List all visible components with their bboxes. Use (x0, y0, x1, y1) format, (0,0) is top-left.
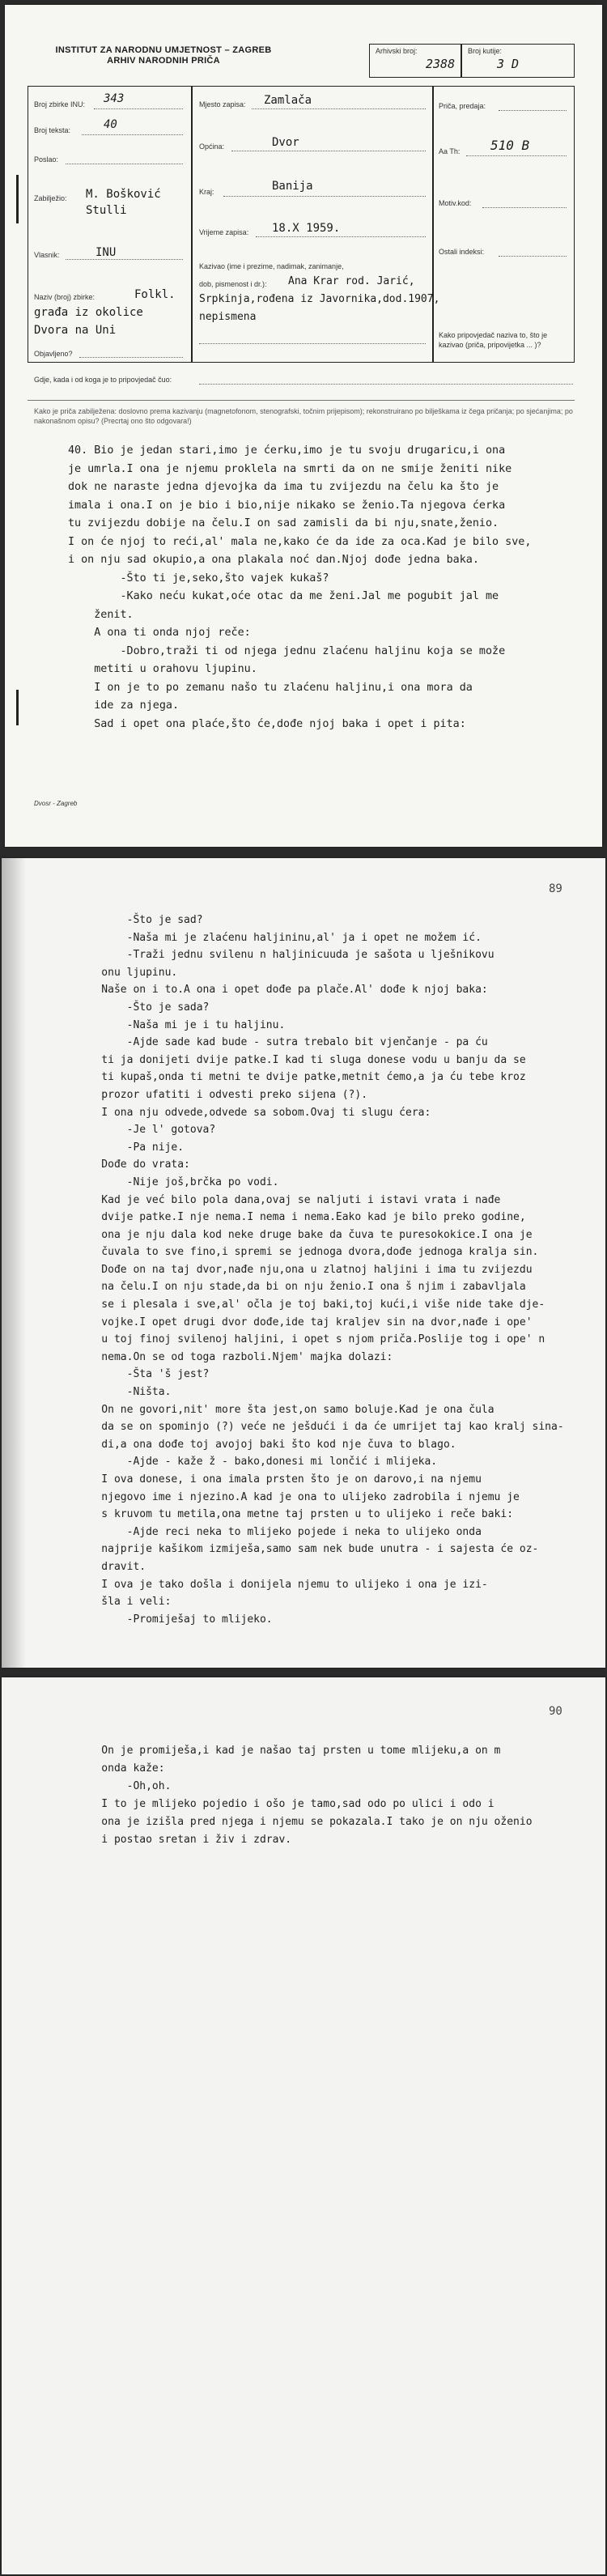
text-line: -Naša mi je zlaćenu haljininu,al' ja i opet ne možem ić. (76, 931, 482, 944)
other-indexes-label: Ostali indeksi: (439, 248, 485, 256)
municipality-label: Općina: (199, 142, 225, 151)
text-line: da se on spominjo (?) veće ne ješdući i da će umrijet taj kao kralj sina- (76, 1421, 564, 1434)
text-line: -Što je sada? (76, 1001, 210, 1014)
text-line: -Ajde sade kad bude - sutra trebalo bit vjenčanje - pa ću (76, 1036, 488, 1049)
text-line: I to je mlijeko pojedio i ošo je tamo,sad odo po ulici i odo i (76, 1798, 495, 1810)
dotline (199, 384, 573, 385)
story-type-label: Priča, predaja: (439, 102, 486, 110)
printer-stamp: Dvosr - Zagreb (34, 800, 78, 807)
dotline (499, 256, 567, 257)
text-line: prozor ufatiti i odvesti preko sijena (?). (76, 1088, 368, 1101)
page-number: 90 (549, 1705, 562, 1718)
dotline (252, 108, 426, 109)
narrator-value-2: Srpkinja,rođena iz Javornika,dod.1907, (199, 293, 440, 305)
text-line: ženit. (68, 608, 134, 621)
dotline (66, 259, 183, 260)
margin-bracket (16, 690, 19, 725)
collection-number-value: 343 (104, 92, 125, 105)
text-line: njegovo ime i njezino.A kad je ona to ulijeko zadrobila i njemu je (76, 1490, 520, 1503)
text-line: i on nju sad okupio,a ona plakala noć dan.Njoj dođe jedna baka. (68, 554, 479, 566)
archive-number-label: Arhivski broj: (376, 47, 418, 55)
text-line: Kad je već bilo pola dana,ovaj se naljuti i istavi vrata i nađe (76, 1193, 501, 1206)
transcription-method-note: Kako je priča zabilježena: doslovno prema kazivanju (magnetofonom, stenografski, točnim prijepisom); rekonstruirano po bilješkama iz čega pričanja; po sjećanjima; po nakonašnom opisu? (Precrtaj ono što odgovara!) (34, 407, 573, 425)
recorded-by-value-1: M. Bošković (86, 188, 161, 201)
text-line: Dođe on na taj dvor,nađe nju,ona u zlatnoj haljini i ima tu zvijezdu (76, 1263, 533, 1276)
story-text-page-2 (76, 912, 564, 1628)
page-number: 89 (549, 882, 562, 895)
text-line: -Naša mi je i tu haljinu. (76, 1018, 286, 1031)
text-line: -Oh,oh. (76, 1780, 172, 1792)
text-line: -Ajde reci neka to mlijeko pojede i neka to ulijeko onda (76, 1525, 482, 1538)
region-label: Kraj: (199, 188, 214, 196)
dotline (482, 207, 567, 208)
text-line: On je promiješa,i kad je našao taj prsten u tome mlijeku,a on m (76, 1745, 501, 1757)
region-value: Banija (272, 180, 313, 193)
narrator-naming-label: Kako pripovjedač naziva to, što je kazivao (priča, pripovijetka ... )? (439, 331, 548, 349)
text-line: u toj finoj svilenoj haljini, i opet s njom priča.Poslije tog i ope' n (76, 1333, 545, 1346)
text-line: -Traži jednu svilenu n haljinicuuda je sašota u lješnikovu (76, 949, 495, 962)
owner-label: Vlasnik: (34, 251, 60, 259)
box-number-label: Broj kutije: (468, 47, 503, 55)
collection-name-value-3: Dvora na Uni (34, 324, 117, 337)
date-value: 18.X 1959. (272, 222, 341, 235)
text-line: čuvala to sve fino,i spremi se jednoga dvora,dođe jednoga kralja sin. (76, 1246, 539, 1259)
text-line: -Šta 'š jest? (76, 1368, 210, 1381)
collection-name-label: Naziv (broj) zbirke: (34, 293, 96, 301)
story-text-page-1 (68, 442, 531, 733)
dotline (256, 236, 426, 237)
narrator-label: Kazivao (ime i prezime, nadimak, zanimanje, dob, pismenost i dr.): (199, 262, 344, 288)
text-line: dravit. (76, 1560, 146, 1573)
dotline (82, 134, 183, 135)
text-line: metiti u orahovu ljupinu. (68, 663, 257, 675)
text-line: šla i veli: (76, 1596, 172, 1609)
published-label: Objavljeno? (34, 350, 73, 358)
text-line: onda kaže: (76, 1762, 165, 1775)
text-line: dvije patke.I nje nema.I nema i nema.Eako kad je bilo preko godine, (76, 1211, 526, 1224)
aarne-thompson-value: 510 B (490, 138, 530, 153)
box-number-value: 3 D (497, 57, 520, 71)
text-line: ide za njega. (68, 699, 180, 712)
text-line: se i plesala i sve,al' očla je toj baki,toj kući,i više nide take dje- (76, 1299, 545, 1311)
motif-code-label: Motiv.kod: (439, 199, 472, 207)
text-number-value: 40 (104, 118, 117, 131)
collection-name-value-1: Folkl. (134, 288, 176, 301)
card-page-1 (5, 5, 602, 847)
text-line: Naše on i to.A ona i opet dođe pa plače.Al' dođe k njoj baka: (76, 984, 488, 997)
rule (28, 400, 575, 401)
text-line: I ova donese, i ona imala prsten što je on darovo,i na njemu (76, 1473, 482, 1486)
text-line: vojke.I opet drugi dvor dođe,ide taj kraljev sin na dvor,nađe i ope' (76, 1316, 533, 1328)
narrator-value-1: Ana Krar rod. Jarić, (288, 275, 415, 287)
text-line: imala i ona.I on je bio i bio,nije nikako se ženio.Ta njegova ćerka (68, 499, 506, 512)
typed-page-3 (2, 1677, 605, 2574)
text-line: ti kupaš,onda ti metni te dvije patke,metnit ćemo,a ja ću tebe kroz (76, 1071, 526, 1084)
institute-line-1: INSTITUT ZA NARODNU UMJETNOST – ZAGREB (55, 45, 272, 55)
text-line: -Ništa. (76, 1386, 172, 1399)
text-line: I ona nju odvede,odvede sa sobom.Ovaj ti slugu ćera: (76, 1106, 431, 1119)
text-line: 40. Bio je jedan stari,imo je ćerku,imo je tu svoju drugaricu,i ona (68, 444, 506, 457)
text-line: -Što je sad? (76, 914, 203, 926)
municipality-value: Dvor (272, 136, 299, 149)
place-value: Zamlača (264, 94, 312, 107)
text-line: Dođe do vrata: (76, 1158, 190, 1171)
sent-by-label: Poslao: (34, 155, 59, 164)
text-line: I on će njoj to reći,al' mala ne,kako će da ide za oca.Kad je bilo sve, (68, 535, 532, 548)
owner-value: INU (96, 246, 117, 259)
text-line: -Kako neću kukat,oće otac da me ženi.Jal me pogubit jal me (68, 590, 499, 602)
collection-name-value-2: građa iz okolice (34, 306, 143, 319)
text-line: najprije kašikom izmiješa,samo sam nek bude unutra - i sajesta će oz- (76, 1543, 539, 1556)
text-line: i postao sretan i živ i zdrav. (76, 1834, 292, 1846)
institute-header (34, 45, 293, 66)
archive-box-divider (461, 44, 462, 78)
archive-number-value: 2388 (426, 57, 456, 71)
form-divider-2 (432, 86, 434, 363)
scan-edge (2, 858, 26, 1668)
text-line: nema.On se od toga razboli.Njem' majka dolazi: (76, 1350, 393, 1363)
text-line: A ona ti onda njoj reče: (68, 627, 251, 639)
dotline (94, 108, 183, 109)
dotline (223, 196, 426, 197)
heard-where-label: Gdje, kada i od koga je to pripovjedač čuo: (34, 376, 172, 384)
text-line: na čelu.I on nju stade,da bi on nju ženio.I ona š njim i zabavljala (76, 1281, 526, 1294)
text-line: ti ja donijeti dvije patke.I kad ti sluga donese vodu u banju da se (76, 1053, 526, 1066)
text-line: I on je to po zemanu našo tu zlaćenu haljinu,i ona mora da (68, 681, 473, 694)
text-line: -Je l' gotova? (76, 1124, 216, 1137)
dotline (499, 110, 567, 111)
text-line: ona je nju dala kod neke druge bake da čuva te puresokokice.I ona je (76, 1228, 533, 1241)
recorded-by-value-2: Stulli (86, 204, 127, 217)
text-number-label: Broj teksta: (34, 126, 71, 134)
dotline (199, 343, 426, 344)
typed-page-2 (2, 858, 605, 1668)
dotline (466, 155, 567, 156)
text-line: -Pa nije. (76, 1141, 185, 1154)
date-label: Vrijeme zapisa: (199, 228, 249, 236)
text-line: ona je izišla pred njega i njemu se pokazala.I tako je on nju oženio (76, 1816, 533, 1828)
text-line: -Nije još,brčka po vodi. (76, 1175, 279, 1188)
text-line: dok ne naraste jedna djevojka da ima tu zvijezdu na čelu ka što je (68, 481, 499, 493)
text-line: -Dobro,traži ti od njega jednu zlaćenu haljinu koja se može (68, 644, 506, 657)
text-line: s kruvom tu metila,ona metne taj prsten u to ulijeko i reče baki: (76, 1508, 514, 1521)
recorded-by-label: Zabilježio: (34, 194, 67, 202)
narrator-value-3: nepismena (199, 311, 257, 323)
text-line: je umrla.I ona je njemu proklela na smrti da on ne smije ženiti nike (68, 462, 512, 475)
text-line: -Što ti je,seko,što vajek kukaš? (68, 572, 329, 584)
text-line: Sad i opet ona plaće,što će,dođe njoj baka i opet i pita: (68, 717, 466, 730)
margin-bracket (16, 175, 19, 223)
text-line: -Ajde - kaže ž - bako,donesi mi lončić i mlijeka. (76, 1456, 438, 1469)
text-line: On ne govori,nit' more šta jest,on samo boluje.Kad je ona čula (76, 1403, 495, 1416)
collection-number-label: Broj zbirke INU: (34, 100, 86, 108)
story-text-page-3 (76, 1742, 533, 1849)
form-divider-1 (191, 86, 193, 363)
text-line: tu zvijezdu dobije na čelu.I on sad zamisli da bi nju,snate,ženio. (68, 517, 499, 529)
institute-line-2: ARHIV NARODNIH PRIČA (107, 56, 220, 66)
text-line: onu ljupinu. (76, 966, 178, 979)
aarne-thompson-label: Aa Th: (439, 147, 461, 155)
text-line: di,a ona dođe toj avojoj baki što kod nje čuva to blago. (76, 1438, 456, 1451)
place-label: Mjesto zapisa: (199, 100, 246, 108)
text-line: I ova je tako došla i donijela njemu to ulijeko i ona je izi- (76, 1578, 488, 1591)
text-line: -Promiješaj to mlijeko. (76, 1613, 273, 1626)
dotline (79, 357, 183, 358)
